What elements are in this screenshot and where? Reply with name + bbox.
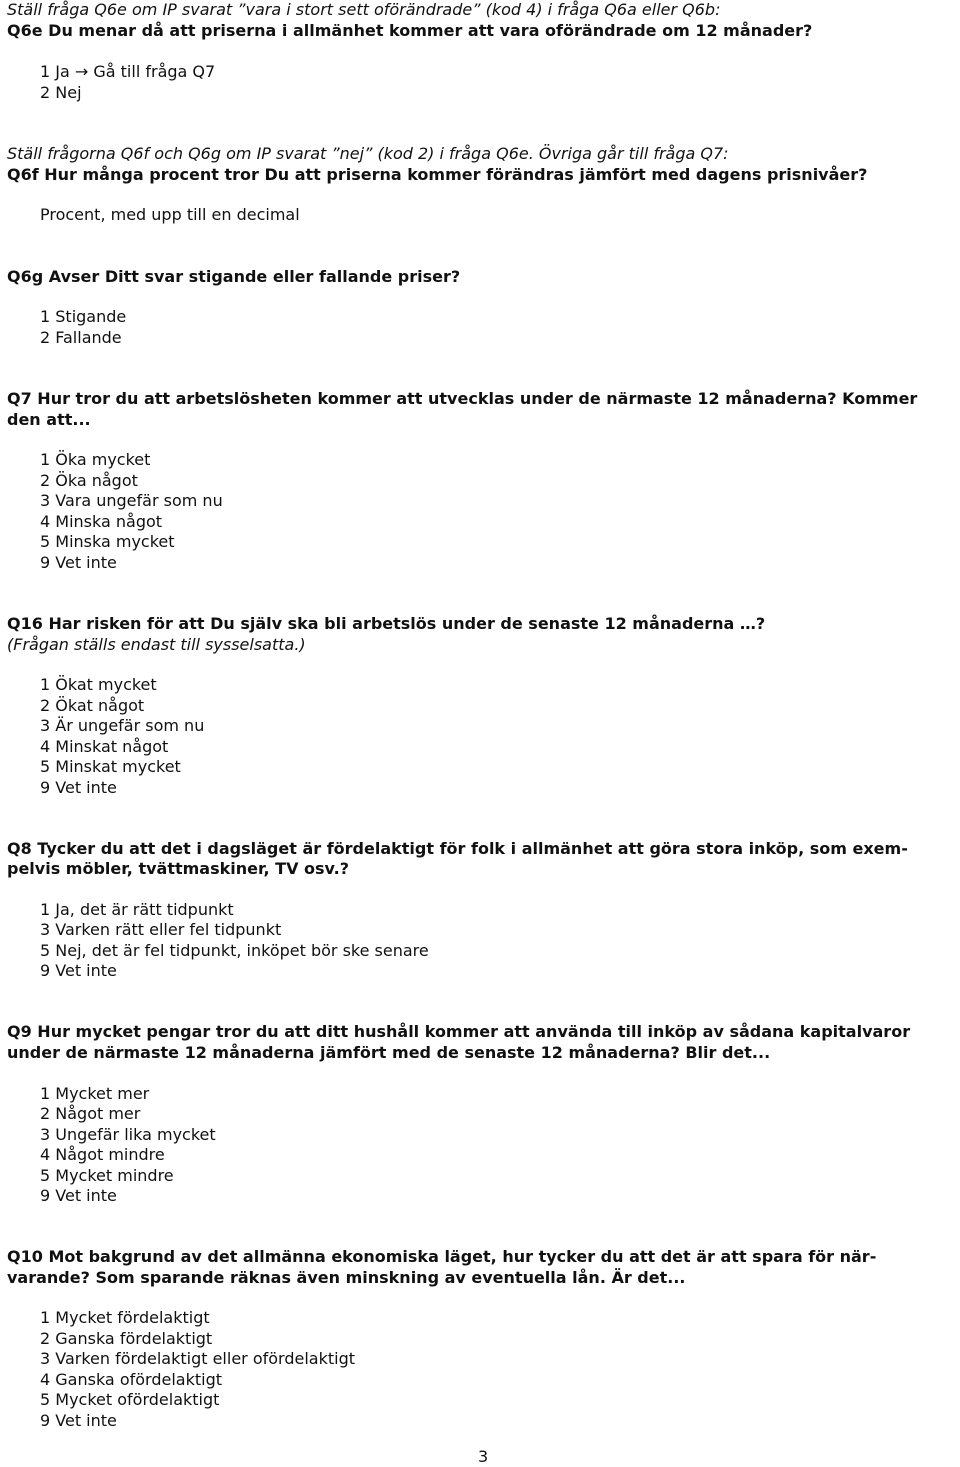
q8-question-cont: pelvis möbler, tvättmaskiner, TV osv.? (7, 859, 350, 878)
q6g-question: Q6g Avser Ditt svar stigande eller fallande priser? (7, 267, 461, 286)
q16-option: 4 Minskat något (40, 737, 169, 756)
q7-option: 4 Minska något (40, 512, 163, 531)
q7-question-cont: den att... (7, 410, 91, 429)
q10-option: 5 Mycket ofördelaktigt (40, 1390, 220, 1409)
q6e-option: 2 Nej (40, 83, 82, 102)
page-number: 3 (478, 1447, 489, 1466)
q8-option: 3 Varken rätt eller fel tidpunkt (40, 920, 282, 939)
q8-option: 5 Nej, det är fel tidpunkt, inköpet bör ske senare (40, 941, 429, 960)
q16-question: Q16 Har risken för att Du själv ska bli arbetslös under de senaste 12 månaderna …? (7, 614, 766, 633)
q6g-option: 1 Stigande (40, 307, 127, 326)
q10-option: 2 Ganska fördelaktigt (40, 1329, 213, 1348)
q7-option: 3 Vara ungefär som nu (40, 491, 223, 510)
q6e-question: Q6e Du menar då att priserna i allmänhet kommer att vara oförändrade om 12 månader? (7, 21, 813, 40)
q16-option: 1 Ökat mycket (40, 675, 157, 694)
q16-option: 2 Ökat något (40, 696, 145, 715)
q9-question-cont: under de närmaste 12 månaderna jämfört med de senaste 12 månaderna? Blir det... (7, 1043, 771, 1062)
q6f-question: Q6f Hur många procent tror Du att priserna kommer förändras jämfört med dagens prisnivåer? (7, 165, 868, 184)
q7-option: 9 Vet inte (40, 553, 117, 572)
q7-option: 5 Minska mycket (40, 532, 175, 551)
q6e-instruction: Ställ fråga Q6e om IP svarat ”vara i stort sett oförändrade” (kod 4) i fråga Q6a eller Q6b: (7, 0, 721, 19)
q6g-option: 2 Fallande (40, 328, 122, 347)
q9-option: 5 Mycket mindre (40, 1166, 174, 1185)
q9-question: Q9 Hur mycket pengar tror du att ditt hushåll kommer att använda till inköp av sådana kapitalvaror (7, 1022, 911, 1041)
q16-option: 9 Vet inte (40, 778, 117, 797)
q8-option: 9 Vet inte (40, 961, 117, 980)
q10-option: 4 Ganska ofördelaktigt (40, 1370, 222, 1389)
q16-note: (Frågan ställs endast till sysselsatta.) (7, 635, 306, 654)
q10-question: Q10 Mot bakgrund av det allmänna ekonomiska läget, hur tycker du att det är att spara för när- (7, 1247, 877, 1266)
q16-option: 3 Är ungefär som nu (40, 716, 205, 735)
q10-option: 3 Varken fördelaktigt eller ofördelaktigt (40, 1349, 355, 1368)
q7-option: 1 Öka mycket (40, 450, 151, 469)
q9-option: 3 Ungefär lika mycket (40, 1125, 216, 1144)
q8-option: 1 Ja, det är rätt tidpunkt (40, 900, 234, 919)
q9-option: 1 Mycket mer (40, 1084, 150, 1103)
q9-option: 9 Vet inte (40, 1186, 117, 1205)
q9-option: 2 Något mer (40, 1104, 141, 1123)
q6fg-instruction: Ställ frågorna Q6f och Q6g om IP svarat ”nej” (kod 2) i fråga Q6e. Övriga går till fråga Q7: (7, 144, 729, 163)
q10-question-cont: varande? Som sparande räknas även minskning av eventuella lån. Är det... (7, 1268, 686, 1287)
q8-question: Q8 Tycker du att det i dagsläget är fördelaktigt för folk i allmänhet att göra stora inköp, som exem- (7, 839, 908, 858)
q6e-option: 1 Ja → Gå till fråga Q7 (40, 62, 216, 81)
q7-option: 2 Öka något (40, 471, 138, 490)
q10-option: 9 Vet inte (40, 1411, 117, 1430)
q7-question: Q7 Hur tror du att arbetslösheten kommer att utvecklas under de närmaste 12 månaderna? Kommer (7, 389, 918, 408)
q6f-answer-format: Procent, med upp till en decimal (40, 205, 300, 224)
q10-option: 1 Mycket fördelaktigt (40, 1308, 210, 1327)
q9-option: 4 Något mindre (40, 1145, 165, 1164)
q16-option: 5 Minskat mycket (40, 757, 181, 776)
